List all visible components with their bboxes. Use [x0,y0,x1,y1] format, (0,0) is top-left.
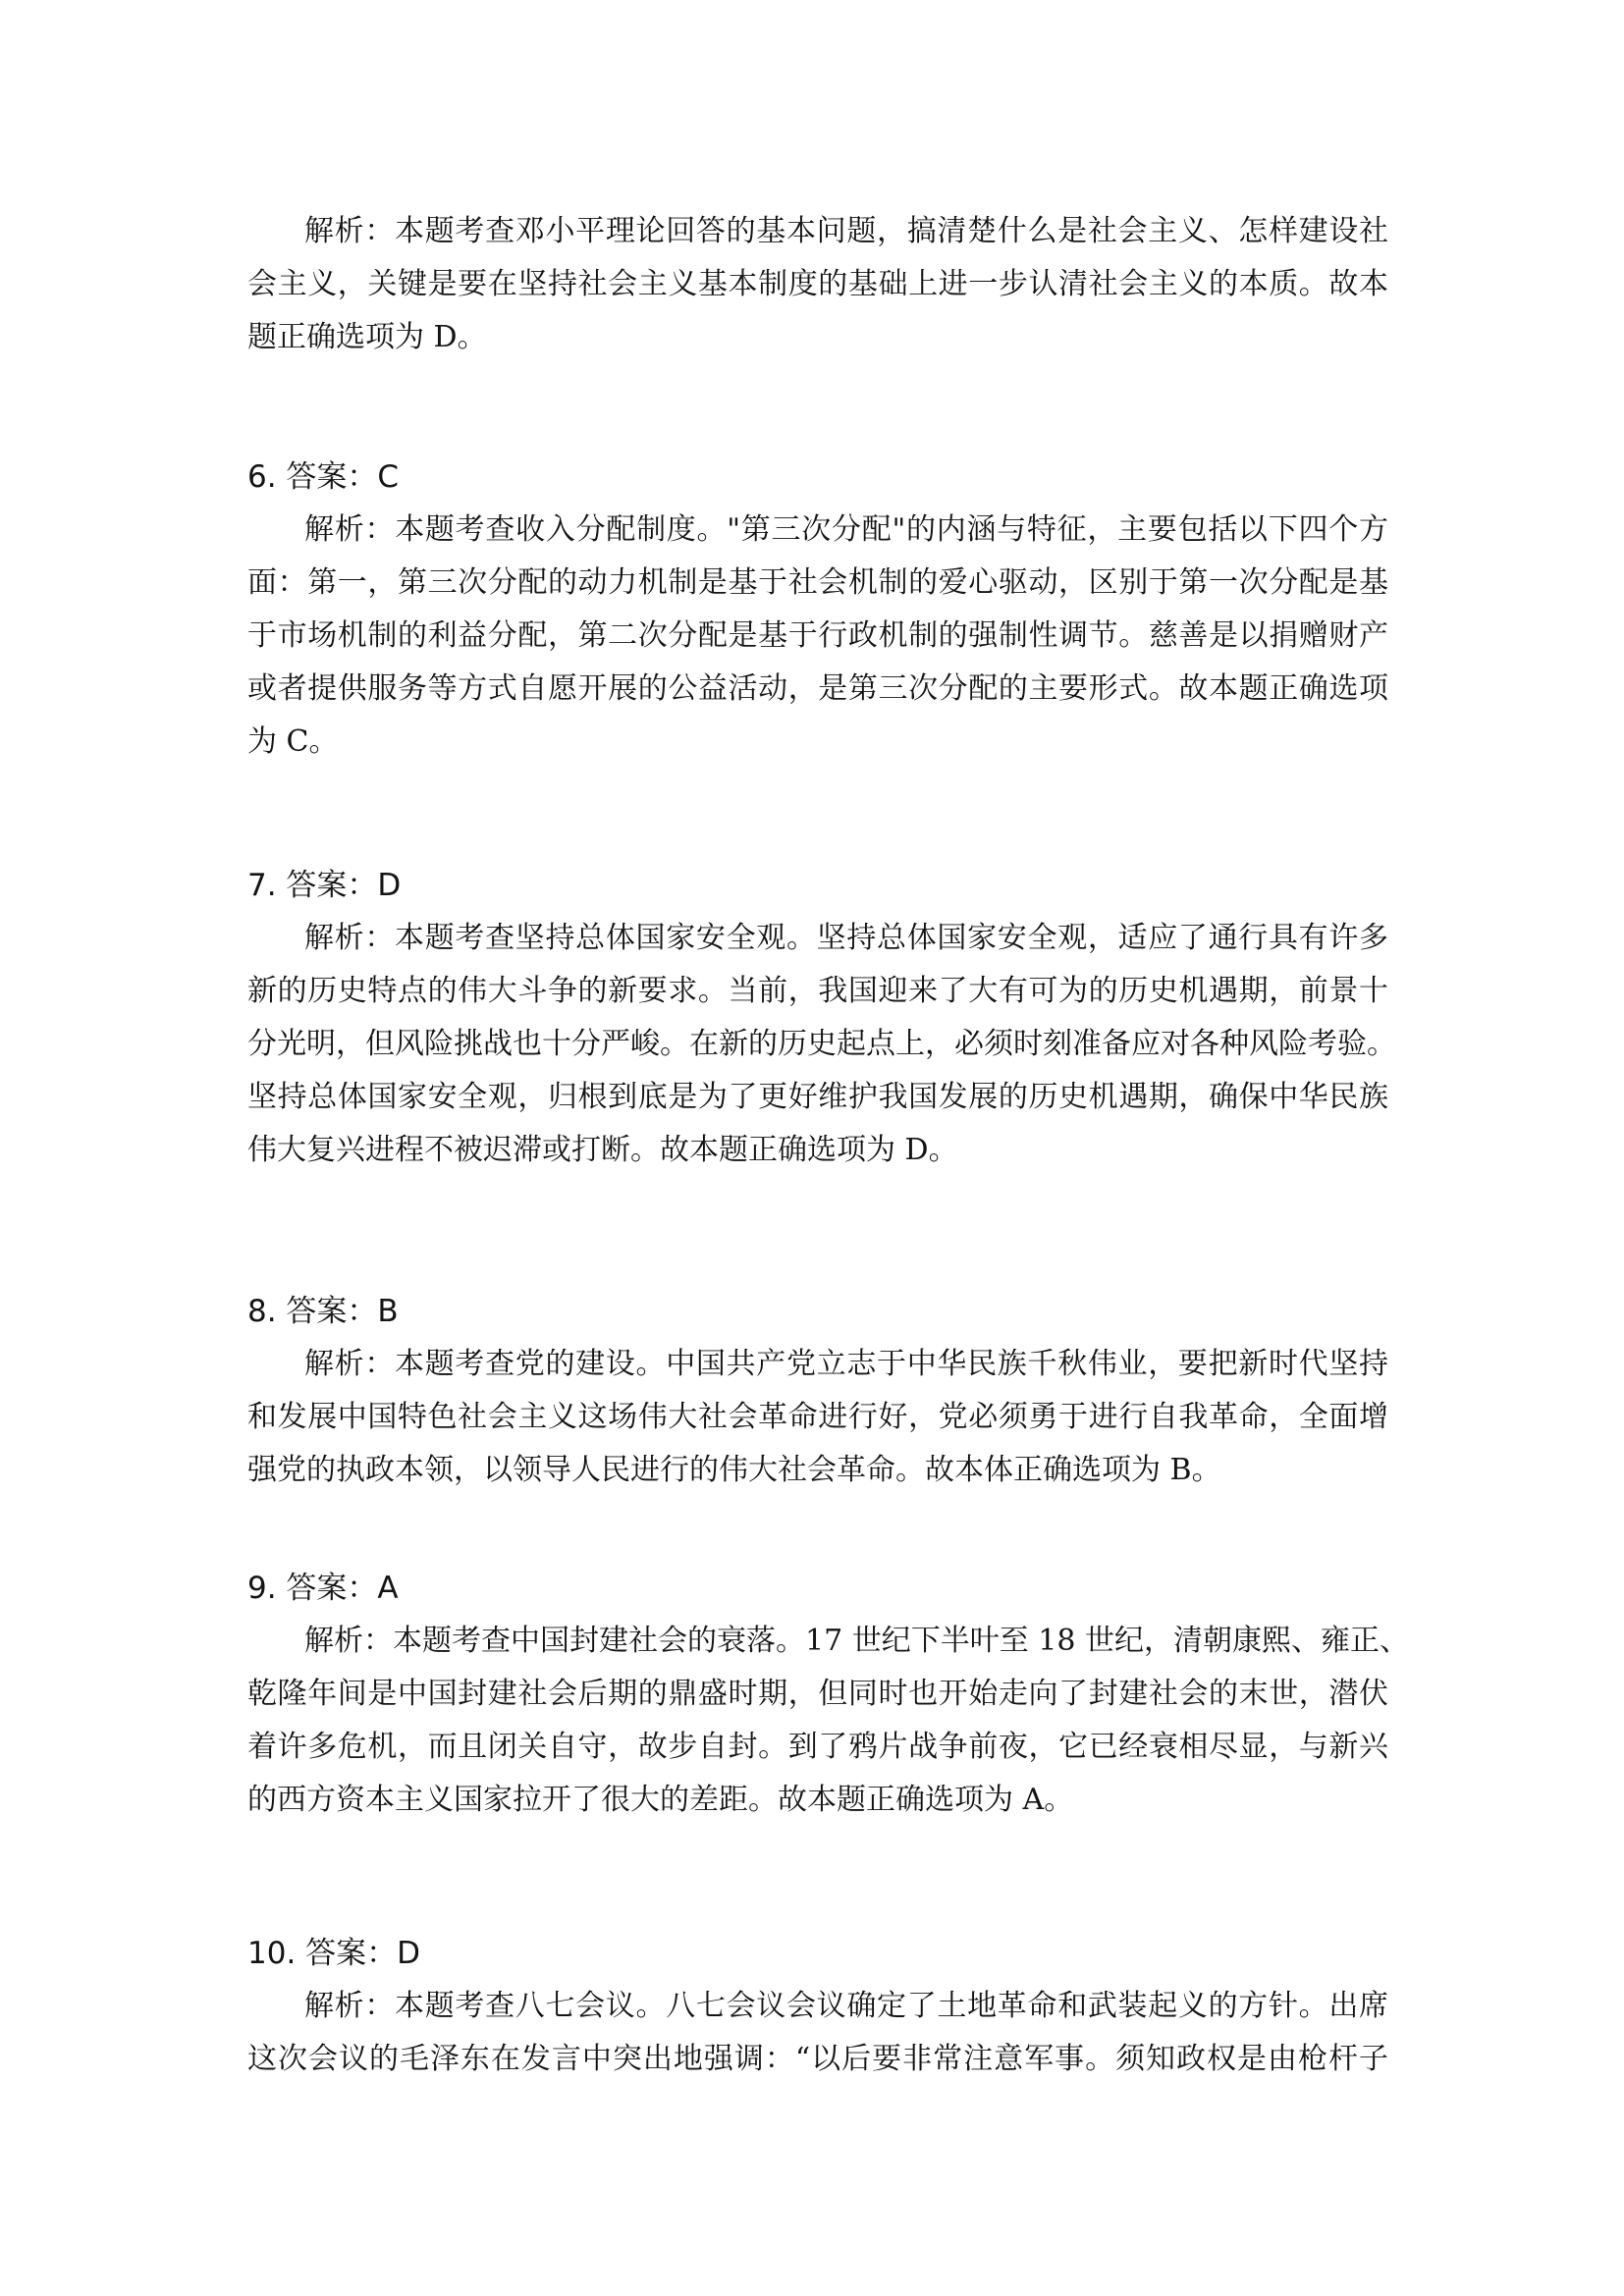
answer-heading-10: 10. 答案：D [247,1936,421,1971]
explanation-line: 于市场机制的利益分配，第二次分配是基于行政机制的强制性调节。慈善是以捐赠财产 [247,618,1388,653]
explanation-line: 或者提供服务等方式自愿开展的公益活动，是第三次分配的主要形式。故本题正确选项 [247,671,1388,706]
explanation-line: 会主义，关键是要在坚持社会主义基本制度的基础上进一步认清社会主义的本质。故本 [247,267,1388,301]
explanation-line: 坚持总体国家安全观，归根到底是为了更好维护我国发展的历史机遇期，确保中华民族 [247,1080,1388,1114]
explanation-line: 解析：本题考查中国封建社会的衰落。17 世纪下半叶至 18 世纪，清朝康熙、雍正、 [304,1624,1409,1658]
answer-heading-6: 6. 答案：C [247,459,400,495]
explanation-8 [247,1338,1388,1497]
explanation-line: 分光明，但风险挑战也十分严峻。在新的历史起点上，必须时刻准备应对各种风险考验。 [247,1027,1396,1061]
explanation-line: 和发展中国特色社会主义这场伟大社会革命进行好，党必须勇于进行自我革命，全面增 [247,1400,1388,1434]
explanation-line: 面：第一，第三次分配的动力机制是基于社会机制的爱心驱动，区别于第一次分配是基 [247,565,1388,600]
explanation-line: 这次会议的毛泽东在发言中突出地强调：“以后要非常注意军事。须知政权是由枪杆子 [247,2042,1388,2076]
explanation-line: 解析：本题考查收入分配制度。"第三次分配"的内涵与特征，主要包括以下四个方 [304,512,1388,547]
explanation-6 [247,504,1388,769]
explanation-line: 为 C。 [247,724,339,759]
answer-heading-9: 9. 答案：A [247,1571,399,1606]
explanation-line: 伟大复兴进程不被迟滞或打断。故本题正确选项为 D。 [247,1133,958,1167]
explanation-line: 新的历史特点的伟大斗争的新要求。当前，我国迎来了大有可为的历史机遇期，前景十 [247,974,1388,1008]
explanation-line: 解析：本题考查坚持总体国家安全观。坚持总体国家安全观，适应了通行具有许多 [304,921,1388,955]
explanation-7 [247,912,1396,1177]
explanation-line: 强党的执政本领，以领导人民进行的伟大社会革命。故本体正确选项为 B。 [247,1453,1221,1487]
explanation-line: 解析：本题考查八七会议。八七会议会议确定了土地革命和武装起义的方针。出席 [304,1989,1388,2023]
explanation-9 [247,1615,1409,1827]
explanation-line: 解析：本题考查邓小平理论回答的基本问题，搞清楚什么是社会主义、怎样建设社 [304,214,1388,248]
explanation-line: 着许多危机，而且闭关自守，故步自封。到了鸦片战争前夜，它已经衰相尽显，与新兴 [247,1730,1388,1764]
explanation-line: 的西方资本主义国家拉开了很大的差距。故本题正确选项为 A。 [247,1783,1074,1817]
answer-heading-7: 7. 答案：D [247,868,402,903]
explanation-line: 乾隆年间是中国封建社会后期的鼎盛时期，但同时也开始走向了封建社会的末世，潜伏 [247,1677,1388,1711]
answer-heading-8: 8. 答案：B [247,1294,399,1329]
explanation-5 [247,205,1388,364]
explanation-line: 解析：本题考查党的建设。中国共产党立志于中华民族千秋伟业，要把新时代坚持 [304,1347,1388,1381]
explanation-line: 题正确选项为 D。 [247,320,487,354]
explanation-10 [247,1980,1388,2086]
